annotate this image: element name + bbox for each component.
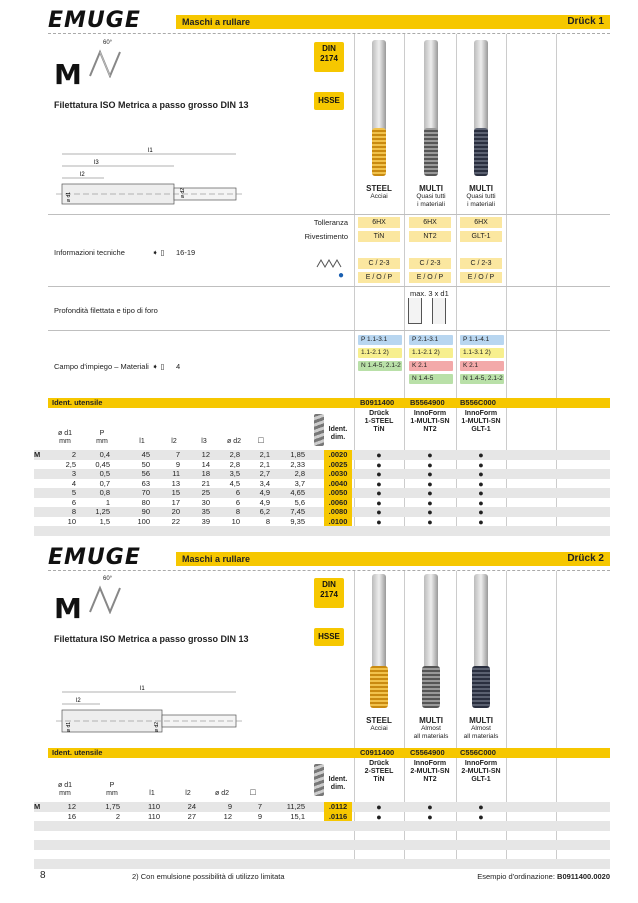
ident-dim: .0100	[324, 517, 352, 527]
header-d1-unit: mm	[59, 438, 71, 445]
emuge-logo-2: EMUGE	[48, 545, 141, 570]
ident-code-3-2: C556C000	[460, 748, 496, 757]
table-cell: 12	[223, 811, 232, 821]
tool-label-steel-2	[356, 716, 402, 733]
tool-name: MULTI	[469, 184, 493, 193]
ident-dim: .0025	[324, 460, 352, 470]
availability-dot: ●	[478, 459, 484, 470]
tool-header-line: InnoForm	[464, 760, 498, 767]
hsse-badge-2: HSSE	[314, 628, 344, 646]
table-cell: 11,25	[286, 802, 305, 811]
tool-thread-steel	[372, 128, 386, 176]
tool-header-line: 2-MULTI-SN	[461, 768, 501, 775]
table-cell: 16	[67, 811, 76, 821]
availability-dot: ●	[376, 507, 382, 517]
availability-dot: ●	[376, 497, 382, 508]
tool-desc: Acciai	[370, 193, 388, 200]
profondita-label: Profondità filettata e tipo di foro	[54, 306, 158, 315]
product-type: Drück 1	[567, 16, 604, 27]
availability-dot: ●	[376, 802, 382, 812]
info-tecniche-ref: 16-19	[176, 248, 196, 257]
tool-desc-2: all materials	[413, 733, 449, 740]
header-divider-2	[48, 570, 610, 571]
header-p-2: P	[109, 782, 115, 789]
tool-desc: Acciai	[370, 725, 388, 732]
tool-desc: Quasi tutti	[416, 193, 446, 200]
table-row-empty	[34, 526, 610, 536]
table-cell: 5,6	[294, 497, 305, 507]
table-cell: 63	[141, 478, 150, 488]
table-cell: 1,25	[95, 507, 110, 516]
ident-label: Ident. utensile	[52, 398, 103, 407]
availability-dot: ●	[376, 459, 382, 470]
din-label: DIN	[322, 44, 336, 53]
drill-icon	[314, 414, 324, 446]
table-row	[34, 812, 610, 822]
tool-label-multi-2	[406, 716, 456, 741]
rivestimento-1: TiN	[358, 231, 400, 242]
thread-symbol-2: M	[54, 592, 82, 625]
table-cell: 2,8	[294, 469, 305, 478]
tool-header-line: 1-MULTI-SN	[410, 418, 450, 425]
material-pill: P 1.1-4.1	[460, 335, 504, 345]
header-p-unit: mm	[96, 438, 108, 445]
tool-label-multi-glt	[456, 184, 506, 209]
tool-header-line: Drück	[369, 760, 389, 767]
header-d1-unit-2: mm	[59, 790, 71, 797]
availability-dot: ●	[427, 488, 433, 498]
table-row-empty	[34, 859, 610, 869]
header-ident: Ident.	[328, 426, 348, 433]
tolleranza-1: 6HX	[358, 217, 400, 228]
availability-dot: ●	[478, 450, 484, 460]
ident-code-1: B0911400	[360, 398, 395, 407]
tool-header-line: NT2	[423, 426, 437, 433]
table-cell: 6	[71, 497, 76, 507]
din-number-2: 2174	[320, 590, 338, 599]
table-row	[34, 507, 610, 517]
table-cell: 12	[201, 450, 210, 459]
table-row	[34, 450, 610, 460]
table-cell: 50	[141, 459, 150, 469]
table-cell: 100	[137, 516, 150, 526]
header-square: □	[258, 435, 264, 445]
hole-through-icon	[432, 298, 446, 324]
table-cell: 6	[235, 488, 240, 497]
tool-header-line: 1-STEEL	[364, 418, 394, 425]
tool-thread-multi-2	[422, 666, 440, 708]
table-row	[34, 469, 610, 479]
table-cell: 110	[148, 811, 160, 821]
availability-dot: ●	[376, 478, 382, 489]
table-cell: 9	[257, 811, 262, 821]
availability-dot: ●	[478, 516, 484, 527]
table-cell: 35	[201, 507, 210, 516]
table-cell: 1,5	[99, 516, 110, 526]
table-cell: 9,35	[290, 516, 305, 526]
table-cell: 8	[235, 507, 240, 516]
info-tecniche-label: Informazioni tecniche	[54, 248, 125, 257]
table-cell: 9	[175, 459, 180, 469]
info-divider	[48, 330, 610, 331]
tool-desc: Almost	[471, 725, 491, 732]
ident-dim: .0050	[324, 488, 352, 498]
ident-dim: .0112	[324, 802, 352, 812]
ident-code-3: B556C000	[460, 398, 496, 407]
material-pill: N 1.4-5, 2.1-2	[358, 361, 402, 371]
tool-label-steel	[356, 184, 402, 201]
ident-dim: .0040	[324, 479, 352, 489]
material-pill: N 1.4-5, 2.1-2	[460, 374, 504, 384]
tool-header-line: InnoForm	[413, 410, 447, 417]
table-row-empty	[34, 840, 610, 850]
availability-dot: ●	[478, 497, 484, 508]
table-cell: 2,5	[65, 459, 76, 469]
table-cell: 2,8	[229, 459, 240, 469]
table-cell: 15	[171, 488, 180, 497]
availability-dot: ●	[478, 478, 484, 489]
cooling-icon	[316, 257, 342, 269]
header-ident-2: Ident.	[328, 776, 348, 783]
tool-name: MULTI	[469, 716, 493, 725]
table-cell: 17	[171, 497, 180, 507]
header-d2-2: ø d2	[214, 790, 229, 797]
ident-dim: .0030	[324, 469, 352, 479]
table-cell: 4	[71, 478, 76, 488]
table-row	[34, 460, 610, 470]
availability-dot: ●	[478, 811, 484, 822]
svg-text:l2: l2	[76, 698, 81, 704]
table-cell: 27	[187, 811, 196, 821]
svg-text:ø d1: ø d1	[66, 191, 72, 202]
table-cell: 24	[187, 802, 196, 811]
availability-dot: ●	[376, 488, 382, 498]
table-cell: 3,4	[259, 478, 270, 488]
table-cell: 80	[141, 497, 150, 507]
table-cell: 3,7	[294, 478, 305, 488]
cooling-3a: C / 2-3	[460, 258, 502, 269]
cooling-1b: E / O / P	[358, 272, 400, 283]
table-row	[34, 488, 610, 498]
table-cell: 2	[115, 811, 120, 821]
info-tecniche-ref-icon: ➧ ▯	[152, 248, 165, 257]
din-number: 2174	[320, 54, 338, 63]
tool-desc-2: i materiali	[467, 201, 495, 208]
table-cell: 18	[201, 469, 210, 478]
row-prefix: M	[34, 802, 41, 811]
svg-text:l3: l3	[94, 160, 99, 166]
tolleranza-3: 6HX	[460, 217, 502, 228]
tool-desc: Quasi tutti	[466, 193, 496, 200]
campo-ref-icon: ➧ ▯	[152, 362, 165, 371]
category-title-2: Maschi a rullare	[182, 554, 251, 564]
ident-label-2: Ident. utensile	[52, 748, 103, 757]
svg-text:ø d1: ø d1	[66, 721, 72, 732]
header-l2-2: l2	[185, 790, 191, 797]
table-cell: 39	[201, 516, 210, 526]
tool-header-line: Drück	[369, 410, 389, 417]
tool-label-multi	[406, 184, 456, 209]
din-badge	[314, 42, 344, 72]
tool-thread-multi	[424, 128, 438, 176]
din-badge-2	[314, 578, 344, 608]
hole-blind-icon	[408, 298, 422, 324]
header-dim: dim.	[330, 434, 346, 441]
table-cell: 1,75	[105, 802, 120, 811]
availability-dot: ●	[478, 802, 484, 812]
ident-code-1-2: C0911400	[360, 748, 395, 757]
table-cell: 0,8	[99, 488, 110, 497]
tool-desc-2: i materiali	[417, 201, 445, 208]
table-cell: 20	[171, 507, 180, 516]
table-row-empty	[34, 536, 610, 546]
emuge-logo: EMUGE	[48, 8, 141, 33]
table-cell: 6	[235, 497, 240, 507]
header-dim-2: dim.	[330, 784, 346, 791]
tool-header-line: 1-MULTI-SN	[461, 418, 501, 425]
table-cell: 4,9	[259, 497, 270, 507]
cooling-2a: C / 2-3	[409, 258, 451, 269]
table-cell: 2,8	[229, 450, 240, 459]
material-pill: N 1.4-5	[409, 374, 453, 384]
table-row-empty	[34, 831, 610, 841]
table-cell: 0,7	[99, 478, 110, 488]
material-pill: 1.1-2.1 2)	[409, 348, 453, 358]
table-cell: 11	[172, 469, 180, 478]
tool-name: MULTI	[419, 184, 443, 193]
table-cell: 12	[67, 802, 76, 811]
header-d2: ø d2	[226, 438, 241, 445]
ident-dim: .0060	[324, 498, 352, 508]
din-label-2: DIN	[322, 580, 336, 589]
tool-thread-multi-glt-2	[472, 666, 490, 708]
tool-header-line: TiN	[373, 776, 385, 783]
tool-thread-multi-glt	[474, 128, 488, 176]
ident-code-2: B5564900	[410, 398, 445, 407]
header-bar-2	[176, 552, 610, 566]
page-subtitle: Filettatura ISO Metrica a passo grosso DIN 13	[54, 100, 249, 110]
table-cell: 2	[71, 450, 76, 459]
ident-dim: .0020	[324, 450, 352, 460]
table-cell: 10	[231, 516, 240, 526]
table-cell: 56	[141, 469, 150, 478]
table-cell: 4,9	[259, 488, 270, 497]
cooling-3b: E / O / P	[460, 272, 502, 283]
table-cell: 7	[175, 450, 180, 459]
table-cell: 9	[227, 802, 232, 811]
table-cell: 8	[265, 516, 270, 526]
product-type-2: Drück 2	[567, 553, 604, 564]
header-p: P	[99, 430, 105, 437]
availability-dot: ●	[427, 516, 433, 527]
ident-bar-2	[48, 748, 610, 758]
hsse-badge: HSSE	[314, 92, 344, 110]
campo-ref: 4	[176, 362, 181, 371]
tool-header-line: TiN	[373, 426, 385, 433]
table-cell: 6,2	[259, 507, 270, 516]
table-cell: 14	[201, 459, 210, 469]
table-cell: 0,4	[99, 450, 110, 459]
order-example-label: Esempio d'ordinazione:	[477, 872, 555, 881]
table-row-empty	[34, 850, 610, 860]
header-l3: l3	[201, 438, 207, 445]
table-cell: 7	[257, 802, 262, 811]
table-cell: 90	[141, 507, 150, 516]
availability-dot: ●	[427, 802, 433, 812]
table-cell: 2,1	[259, 459, 270, 469]
ident-dim: .0080	[324, 507, 352, 517]
availability-dot: ●	[427, 497, 433, 508]
tool-header-line: GLT-1	[471, 426, 491, 433]
header-square-2: □	[250, 787, 256, 797]
table-cell: 3,5	[229, 469, 240, 478]
table-cell: 5	[71, 488, 76, 497]
table-cell: 4,5	[229, 478, 240, 488]
header-d1-2: ø d1	[57, 782, 72, 789]
svg-text:l1: l1	[148, 148, 153, 154]
tool-header-line: 2-STEEL	[364, 768, 394, 775]
tool-header-line: InnoForm	[464, 410, 498, 417]
availability-dot: ●	[478, 469, 484, 479]
table-cell: 21	[201, 478, 210, 488]
table-cell: 13	[171, 478, 180, 488]
rivestimento-label: Rivestimento	[304, 232, 348, 241]
thread-symbol: M	[54, 58, 82, 91]
header-bar	[176, 15, 610, 29]
material-pill: K 2.1	[460, 361, 504, 371]
table-cell: 30	[201, 497, 210, 507]
header-l1-2: l1	[149, 790, 155, 797]
footnote: 2) Con emulsione possibilità di utilizzo limitata	[132, 872, 285, 881]
header-d1: ø d1	[57, 430, 72, 437]
campo-label: Campo d'impiego – Materiali	[54, 362, 149, 371]
availability-dot: ●	[427, 507, 433, 517]
order-example-code: B0911400.0020	[557, 872, 610, 881]
header-p-unit-2: mm	[106, 790, 118, 797]
availability-dot: ●	[376, 516, 382, 527]
cooling-1a: C / 2-3	[358, 258, 400, 269]
tool-name: STEEL	[366, 184, 392, 193]
table-cell: 2,33	[290, 459, 305, 469]
info-divider	[48, 214, 610, 215]
tool-name: STEEL	[366, 716, 392, 725]
tool-header-line: 2-MULTI-SN	[410, 768, 450, 775]
rivestimento-2: NT2	[409, 231, 451, 242]
table-cell: 45	[141, 450, 150, 459]
tolleranza-2: 6HX	[409, 217, 451, 228]
drill-icon-2	[314, 764, 324, 796]
page-subtitle-2: Filettatura ISO Metrica a passo grosso DIN 13	[54, 634, 249, 644]
table-cell: 7,45	[290, 507, 305, 516]
table-cell: 110	[148, 802, 160, 811]
table-cell: 10	[67, 516, 76, 526]
material-pill: K 2.1	[409, 361, 453, 371]
material-pill: P 2.1-3.1	[409, 335, 453, 345]
tool-thread-steel-2	[370, 666, 388, 708]
header-l1: l1	[139, 438, 145, 445]
tolleranza-label: Tolleranza	[313, 218, 348, 227]
table-cell: 3	[71, 469, 76, 478]
availability-dot: ●	[376, 469, 382, 479]
material-pill: P 1.1-3.1	[358, 335, 402, 345]
table-row	[34, 479, 610, 489]
header-divider	[48, 33, 610, 34]
cooling-2b: E / O / P	[409, 272, 451, 283]
order-example	[440, 872, 610, 881]
table-cell: 2,7	[259, 469, 270, 478]
thread-angle: 60°	[103, 40, 113, 46]
material-pill: 1.1-3.1 2)	[460, 348, 504, 358]
tool-dimension-drawing-2	[56, 684, 242, 740]
thread-profile-icon-2	[88, 578, 128, 614]
ident-bar	[48, 398, 610, 408]
thread-angle-2: 60°	[103, 576, 113, 582]
availability-dot: ●	[376, 450, 382, 460]
table-cell: 1	[105, 497, 110, 507]
availability-dot: ●	[427, 450, 433, 460]
availability-dot: ●	[427, 478, 433, 489]
rivestimento-3: GLT-1	[460, 231, 502, 242]
thread-profile-icon	[88, 42, 128, 78]
availability-dot: ●	[478, 507, 484, 517]
availability-dot: ●	[427, 469, 433, 479]
table-cell: 15,1	[290, 811, 305, 821]
table-row-empty	[34, 821, 610, 831]
table-cell: 70	[141, 488, 150, 497]
svg-text:l2: l2	[80, 172, 85, 178]
max-depth: max. 3 x d1	[410, 289, 449, 298]
tool-header-line: NT2	[423, 776, 437, 783]
tool-header-line: InnoForm	[413, 760, 447, 767]
table-cell: 1,85	[290, 450, 305, 459]
tool-dimension-drawing	[56, 146, 242, 216]
svg-text:ø d2: ø d2	[154, 721, 160, 732]
tool-header-line: GLT-1	[471, 776, 491, 783]
availability-dot: ●	[427, 459, 433, 470]
tool-desc: Almost	[421, 725, 441, 732]
ident-dim: .0116	[324, 812, 352, 822]
table-cell: 4,65	[290, 488, 305, 497]
header-l2: l2	[171, 438, 177, 445]
table-cell: 0,45	[95, 459, 110, 469]
tool-desc-2: all materials	[463, 733, 499, 740]
table-cell: 25	[201, 488, 210, 497]
table-cell: 8	[71, 507, 76, 516]
page-number: 8	[40, 870, 46, 881]
availability-dot: ●	[478, 488, 484, 498]
table-row	[34, 802, 610, 812]
table-cell: 0,5	[99, 469, 110, 478]
svg-text:ø d2: ø d2	[180, 187, 186, 198]
ident-code-2-2: C5564900	[410, 748, 445, 757]
row-prefix: M	[34, 450, 41, 459]
drop-icon: ●	[338, 270, 345, 281]
category-title: Maschi a rullare	[182, 17, 251, 27]
tool-label-multi-glt-2	[456, 716, 506, 741]
table-row	[34, 517, 610, 527]
tool-name: MULTI	[419, 716, 443, 725]
table-cell: 2,1	[259, 450, 270, 459]
table-cell: 22	[171, 516, 180, 526]
material-pill: 1.1-2.1 2)	[358, 348, 402, 358]
availability-dot: ●	[376, 811, 382, 822]
availability-dot: ●	[427, 811, 433, 822]
svg-text:l1: l1	[140, 686, 145, 692]
table-row	[34, 498, 610, 508]
info-divider	[48, 286, 610, 287]
